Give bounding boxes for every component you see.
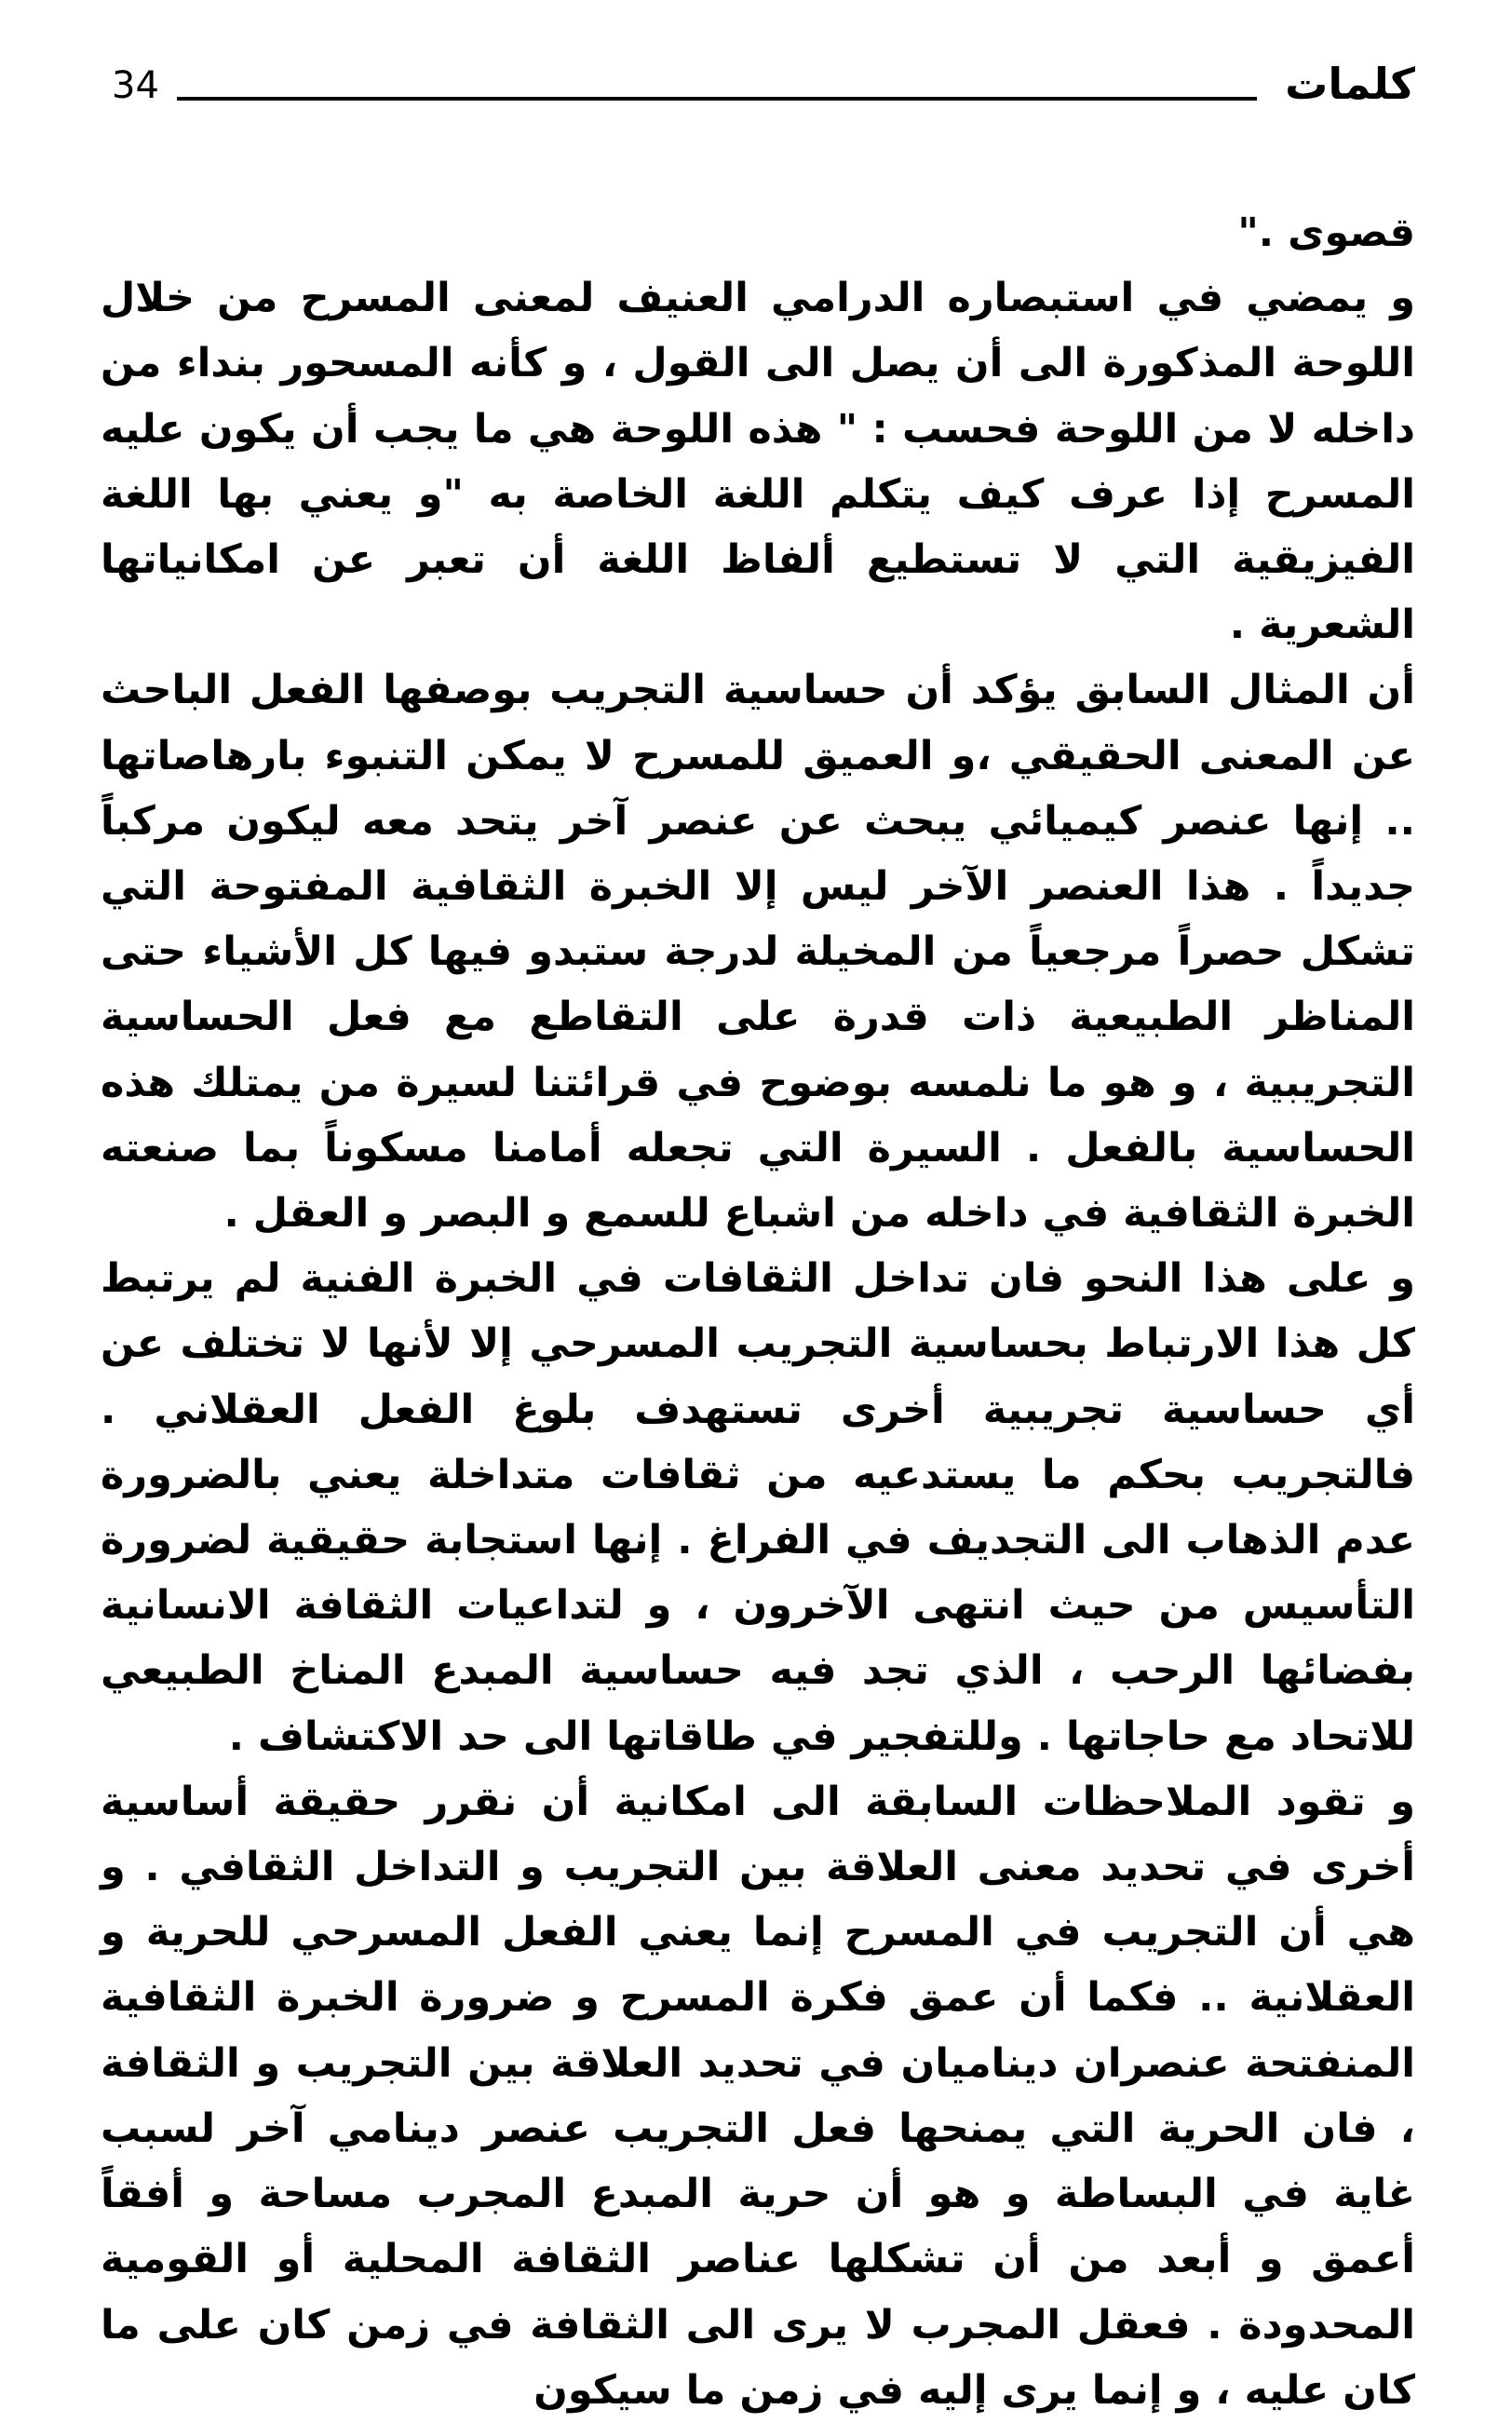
body-text [101,200,1415,2423]
paragraph-1: و يمضي في استبصاره الدرامي العنيف لمعنى المسرح من خلال اللوحة المذكورة الى أن يصل الى القول ، و كأنه المسحور بنداء من داخله لا من اللوحة فحسب : " هذه اللوحة هي ما يجب أن يكون عليه المسرح إذا عرف كيف يتكلم اللغة الخاصة به "و يعني بها اللغة الفيزيقية التي لا تستطيع ألفاظ اللغة أن تعبر عن امكانياتها الشعرية . [101,275,1415,649]
paragraph-2: أن المثال السابق يؤكد أن حساسية التجريب بوصفها الفعل الباحث عن المعنى الحقيقي ،و العميق للمسرح لا يمكن التنبوء بارهاصاتها .. إنها عنصر كيميائي يبحث عن عنصر آخر يتحد معه ليكون مركباً جديداً . هذا العنصر الآخر ليس إلا الخبرة الثقافية المفتوحة التي تشكل حصراً مرجعياً من المخيلة لدرجة ستبدو فيها كل الأشياء حتى المناظر الطبيعية ذات قدرة على التقاطع مع فعل الحساسية التجريبية ، و هو ما نلمسه بوضوح في قرائتنا لسيرة من يمتلك هذه الحساسية بالفعل . السيرة التي تجعله أمامنا مسكوناً بما صنعته الخبرة الثقافية في داخله من اشباع للسمع و البصر و العقل . [101,667,1415,1238]
paragraph-3: و على هذا النحو فان تداخل الثقافات في الخبرة الفنية لم يرتبط كل هذا الارتباط بحساسية التجريب المسرحي إلا لأنها لا تختلف عن أي حساسية تجريبية أخرى تستهدف بلوغ الفعل العقلاني . فالتجريب بحكم ما يستدعيه من ثقافات متداخلة يعني بالضرورة عدم الذهاب الى التجديف في الفراغ . إنها استجابة حقيقية لضرورة التأسيس من حيث انتهى الآخرون ، و لتداعيات الثقافة الانسانية بفضائها الرحب ، الذي تجد فيه حساسية المبدع المناخ الطبيعي للاتحاد مع حاجاتها . وللتفجير في طاقاتها الى حد الاكتشاف . [101,1255,1415,1760]
page-number: 34 [112,64,159,107]
paragraph-quote-end: قصوى ." [1237,210,1415,256]
header-rule [177,97,1257,101]
page-header [102,56,1415,112]
paragraph-4: و تقود الملاحظات السابقة الى امكانية أن نقرر حقيقة أساسية أخرى في تحديد معنى العلاقة بين التجريب و التداخل الثقافي . و هي أن التجريب في المسرح إنما يعني الفعل المسرحي للحرية و العقلانية .. فكما أن عمق فكرة المسرح و ضرورة الخبرة الثقافية المنفتحة عنصران ديناميان في تحديد العلاقة بين التجريب و الثقافة ، فان الحرية التي يمنحها فعل التجريب عنصر دينامي آخر لسبب غاية في البساطة و هو أن حرية المبدع المجرب مساحة و أفقاً أعمق و أبعد من أن تشكلها عناصر الثقافة المحلية أو القومية المحدودة . فعقل المجرب لا يرى الى الثقافة في زمن كان على ما كان عليه ، و إنما يرى إليه في زمن ما سيكون [101,1778,1415,2414]
running-title: كلمات [1285,59,1415,109]
